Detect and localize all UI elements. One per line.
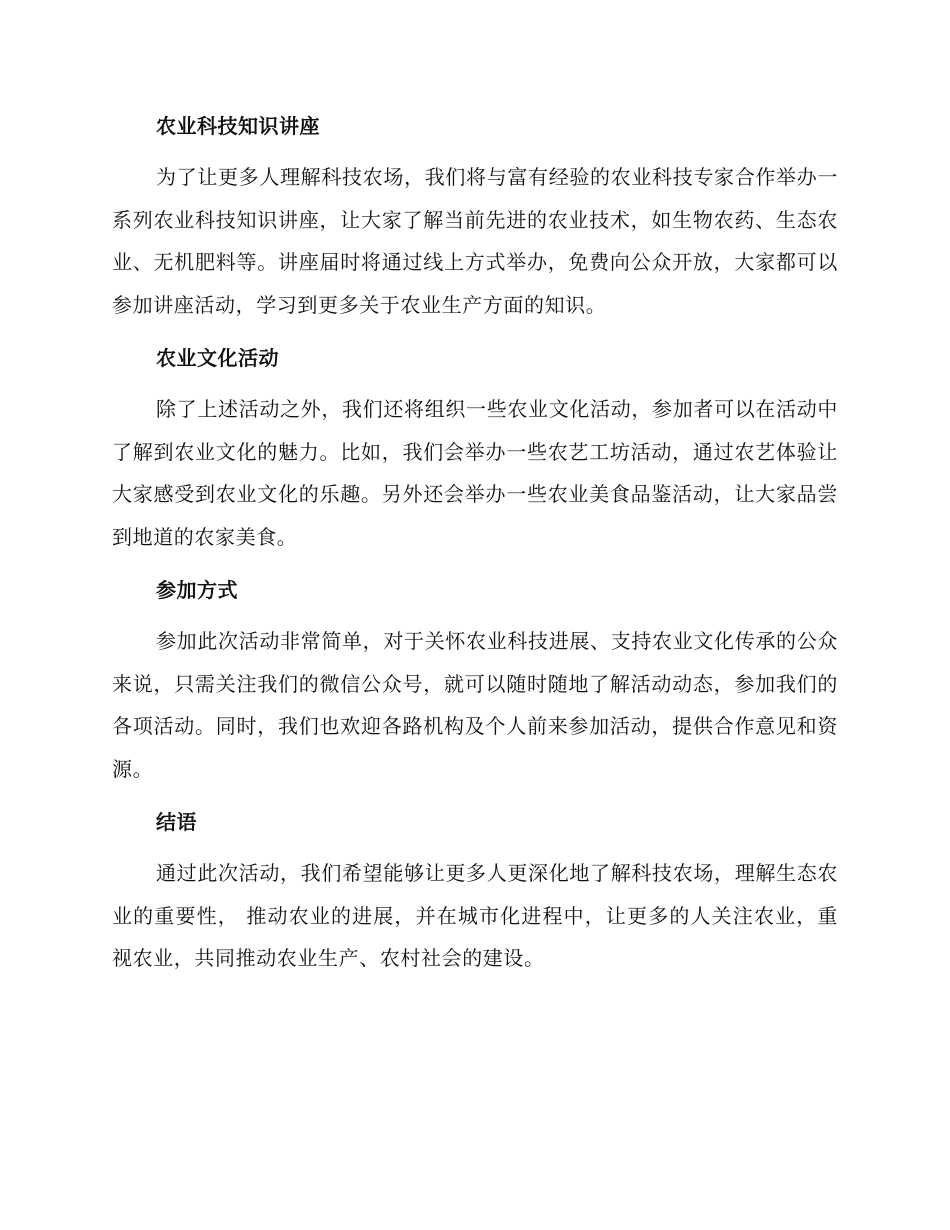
section-paragraph-lecture: 为了让更多人理解科技农场，我们将与富有经验的农业科技专家合作举办一系列农业科技知识讲座，让大家了解当前先进的农业技术，如生物农药、生态农业、无机肥料等。讲座届时将通过线上方式举办，免费向公众开放，大家都可以参加讲座活动，学习到更多关于农业生产方面的知识。 <box>112 165 838 317</box>
section-heading-conclusion: 结语 <box>156 810 197 834</box>
section-paragraph-conclusion: 通过此次活动，我们希望能够让更多人更深化地了解科技农场，理解生态农业的重要性， 推动农业的进展，并在城市化进程中，让更多的人关注农业，重视农业，共同推动农业生产、农村社会的建设。 <box>112 861 838 970</box>
section-paragraph-participation: 参加此次活动非常简单，对于关怀农业科技进展、支持农业文化传承的公众来说，只需关注我们的微信公众号，就可以随时随地了解活动动态，参加我们的各项活动。同时，我们也欢迎各路机构及个人前来参加活动，提供合作意见和资源。 <box>112 629 838 781</box>
section-heading-participation: 参加方式 <box>156 578 238 602</box>
section-heading-lecture: 农业科技知识讲座 <box>156 114 320 138</box>
document-body <box>112 106 838 992</box>
section-heading-culture: 农业文化活动 <box>156 346 279 370</box>
section-paragraph-culture: 除了上述活动之外，我们还将组织一些农业文化活动，参加者可以在活动中了解到农业文化的魅力。比如，我们会举办一些农艺工坊活动，通过农艺体验让大家感受到农业文化的乐趣。另外还会举办一些农业美食品鉴活动，让大家品尝到地道的农家美食。 <box>112 397 838 549</box>
